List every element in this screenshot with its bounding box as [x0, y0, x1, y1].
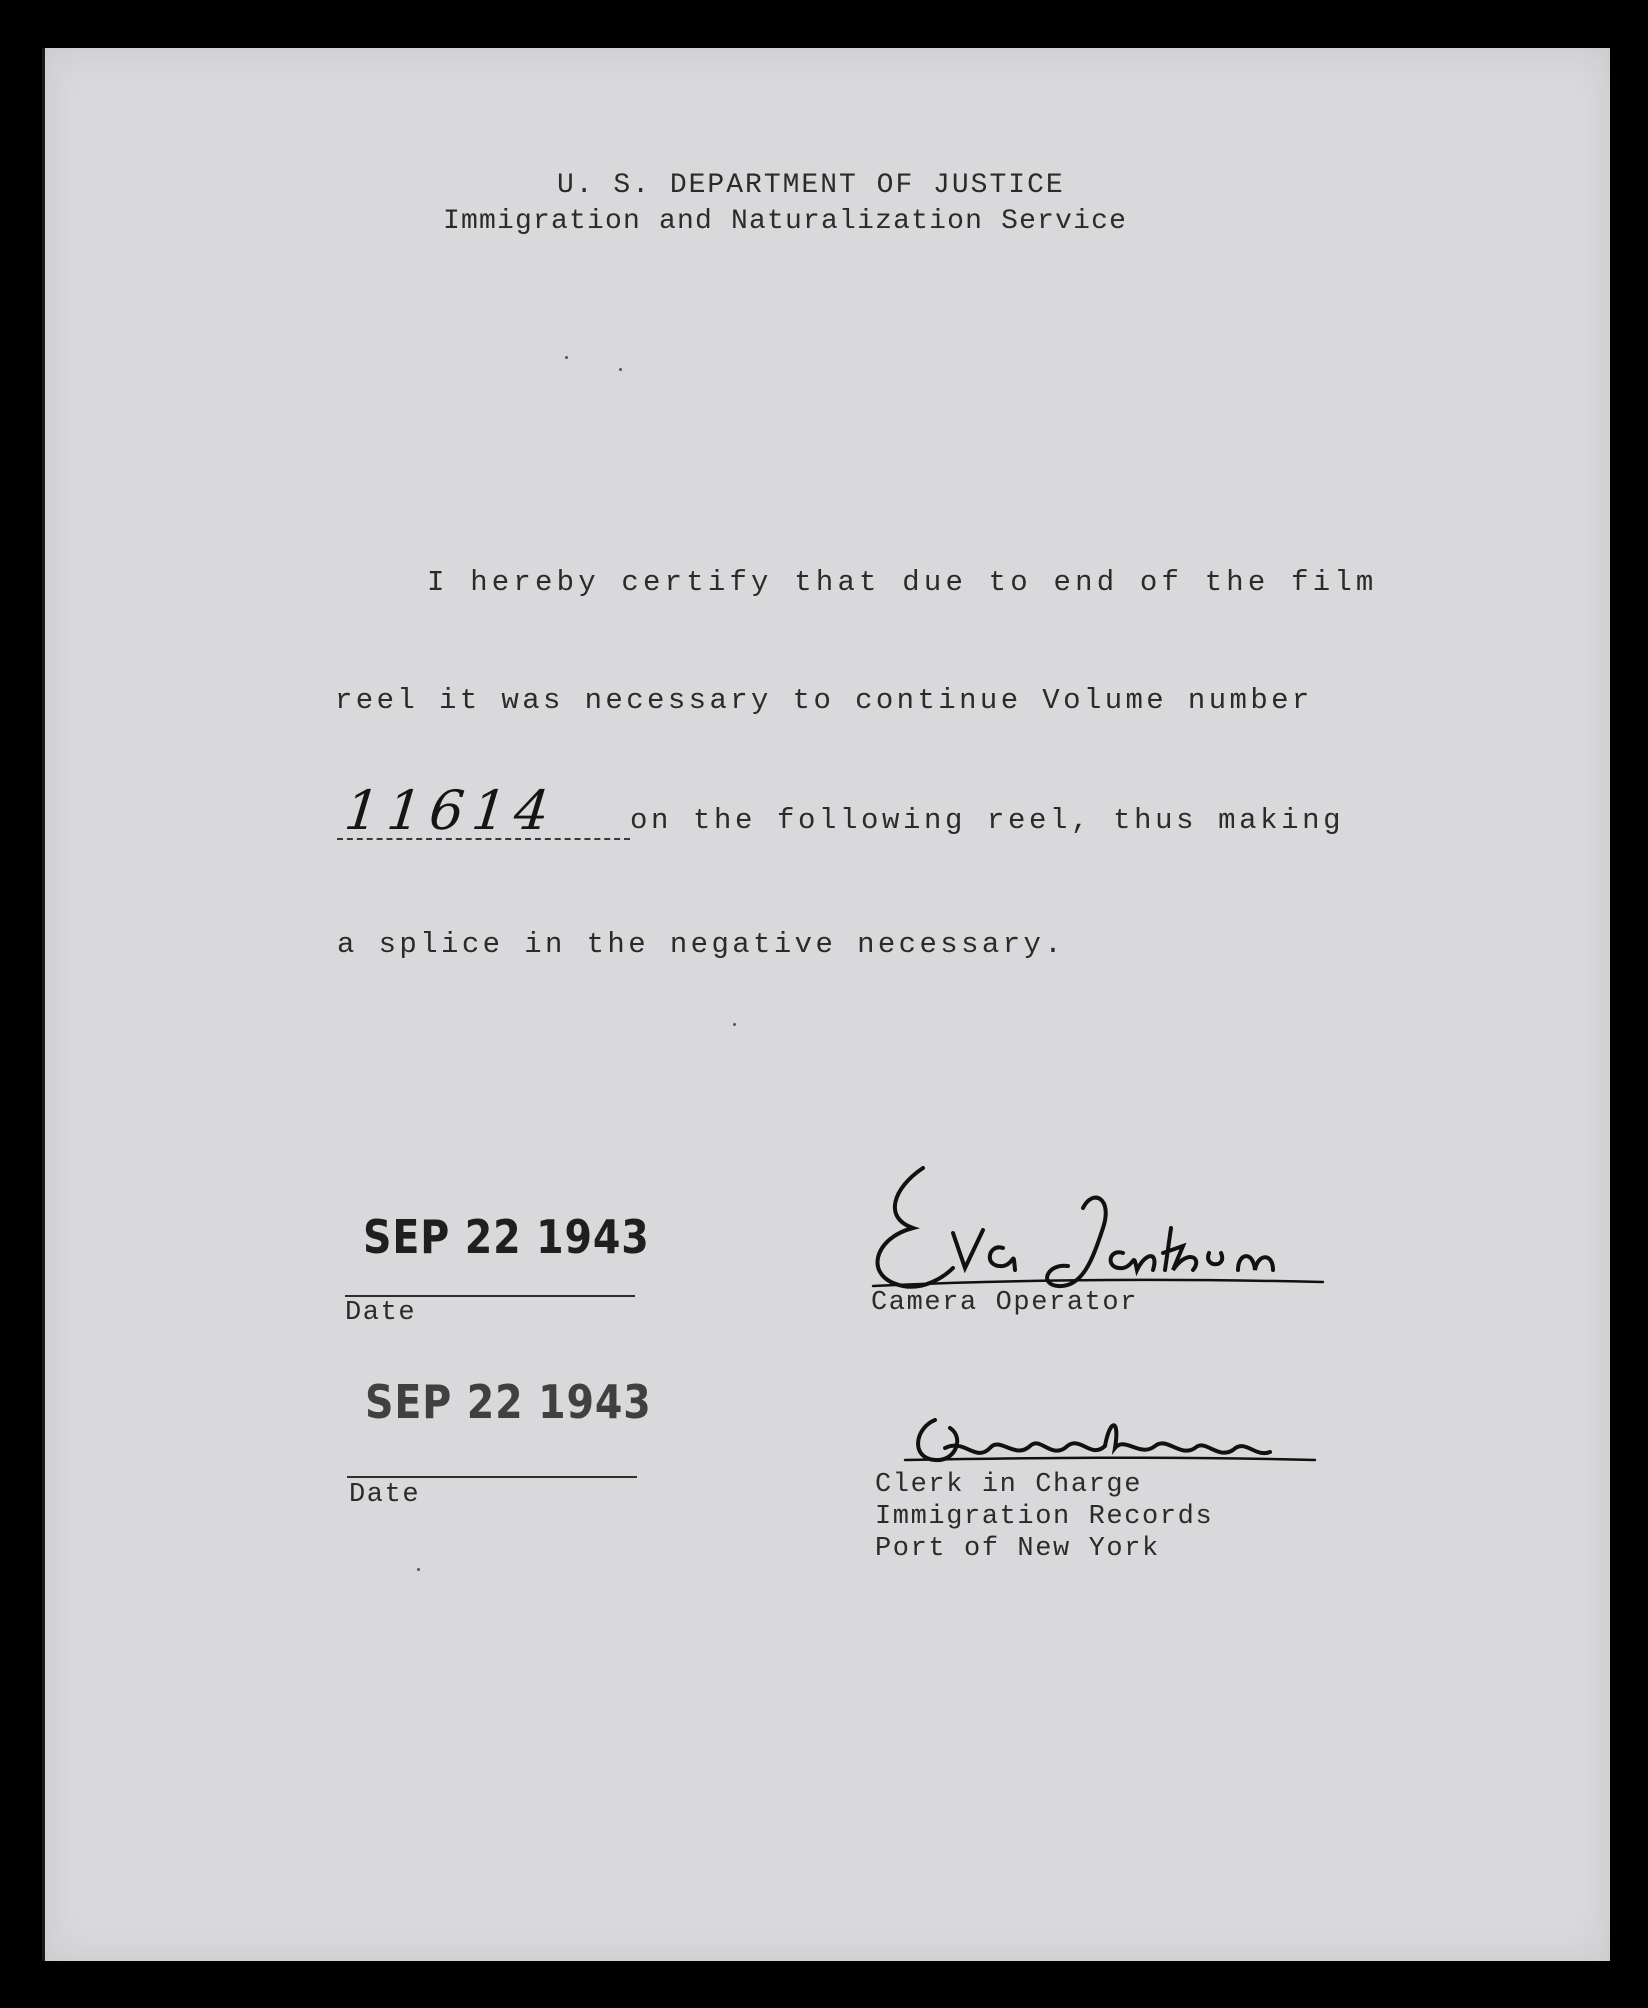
certification-line-4: a splice in the negative necessary. [337, 928, 1066, 961]
certification-line-3: on the following reel, thus making [630, 804, 1345, 837]
date-label-2: Date [349, 1480, 421, 1510]
port-of-new-york-label: Port of New York [875, 1534, 1160, 1564]
date-stamp-1: SEP 22 1943 [363, 1210, 650, 1264]
date-label-1: Date [345, 1298, 417, 1328]
volume-number-field [337, 779, 630, 842]
certificate-page [42, 48, 1610, 1961]
volume-number-handwritten: 11614 [341, 779, 561, 842]
service-heading: Immigration and Naturalization Service [443, 206, 1128, 237]
date-line-2 [347, 1476, 637, 1478]
date-stamp-2: SEP 22 1943 [365, 1375, 652, 1429]
immigration-records-label: Immigration Records [875, 1502, 1214, 1532]
camera-operator-signature [853, 1158, 1333, 1298]
paper-speck [417, 1568, 420, 1571]
date-line-1 [345, 1295, 635, 1297]
certification-line-2: reel it was necessary to continue Volume number [335, 684, 1313, 717]
camera-operator-label: Camera Operator [871, 1288, 1139, 1318]
paper-speck [733, 1023, 736, 1026]
paper-speck [619, 368, 622, 371]
clerk-in-charge-label: Clerk in Charge [875, 1470, 1143, 1500]
paper-speck [565, 356, 568, 359]
certification-line-1: I hereby certify that due to end of the film [427, 566, 1378, 599]
department-heading: U. S. DEPARTMENT OF JUSTICE [557, 170, 1065, 201]
clerk-signature [905, 1408, 1325, 1478]
